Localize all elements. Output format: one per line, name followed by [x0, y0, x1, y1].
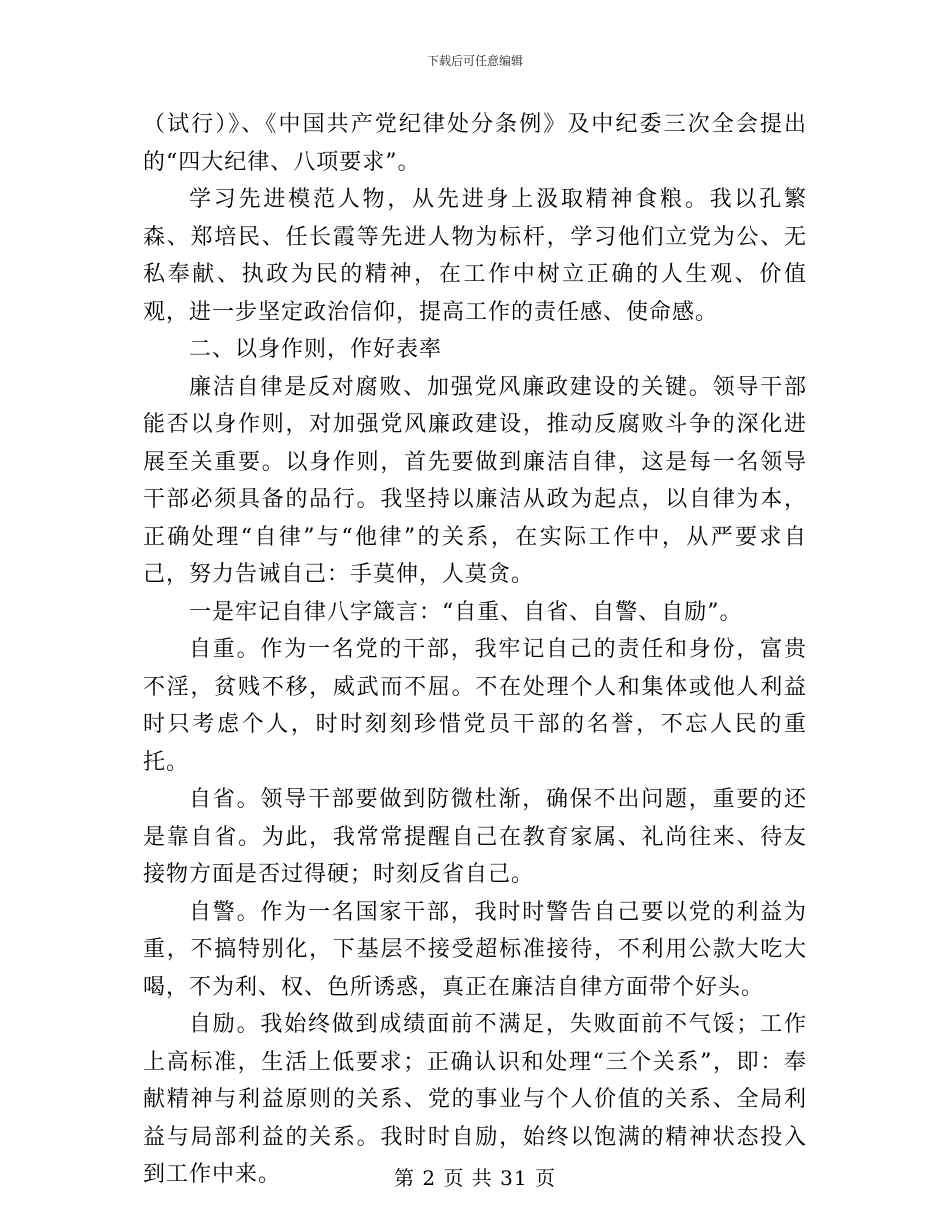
- paragraph: 自省。领导干部要做到防微杜渐，确保不出问题，重要的还是靠自省。为此，我常常提醒自己在教育家属、礼尚往来、待友接物方面是否过得硬；时刻反省自己。: [143, 787, 807, 887]
- paragraph: 自警。作为一名国家干部，我时时警告自己要以党的利益为重，不搞特别化，下基层不接受超标准接待，不利用公款大吃大喝，不为利、权、色所诱惑，真正在廉洁自律方面带个好头。: [143, 899, 807, 1000]
- paragraph: 学习先进模范人物，从先进身上汲取精神食粮。我以孔繁森、郑培民、任长霞等先进人物为标杆，学习他们立党为公、无私奉献、执政为民的精神，在工作中树立正确的人生观、价值观，进一步坚定政治信仰，提高工作的责任感、使命感。: [143, 187, 807, 325]
- section-heading: 二、以身作则，作好表率: [189, 337, 443, 362]
- paragraph: 一是牢记自律八字箴言：“自重、自省、自警、自励”。: [189, 599, 743, 625]
- header-note: 下载后可任意编辑: [426, 54, 523, 68]
- paragraph: 自励。我始终做到成绩面前不满足，失败面前不气馁；工作上高标准，生活上低要求；正确认识和处理“三个关系”，即：奉献精神与利益原则的关系、党的事业与个人价值的关系、全局利益与局部利益的关系。我时时自励，始终以饱满的精神状态投入到工作中来。: [143, 1012, 807, 1187]
- document-body: [143, 106, 807, 1194]
- paragraph-continuation: （试行）》、《中国共产党纪律处分条例》及中纪委三次全会提出的“四大纪律、八项要求”。: [143, 112, 807, 175]
- paragraph: 自重。作为一名党的干部，我牢记自己的责任和身份，富贵不淫，贫贱不移，威武而不屈。不在处理个人和集体或他人利益时只考虑个人，时时刻刻珍惜党员干部的名誉，不忘人民的重托。: [143, 637, 807, 775]
- page-number: 第 2 页 共 31 页: [394, 1166, 556, 1190]
- paragraph: 廉洁自律是反对腐败、加强党风廉政建设的关键。领导干部能否以身作则，对加强党风廉政建设，推动反腐败斗争的深化进展至关重要。以身作则，首先要做到廉洁自律，这是每一名领导干部必须具备的品行。我坚持以廉洁从政为起点，以自律为本，正确处理“自律”与“他律”的关系，在实际工作中，从严要求自己，努力告诫自己：手莫伸，人莫贪。: [143, 374, 807, 587]
